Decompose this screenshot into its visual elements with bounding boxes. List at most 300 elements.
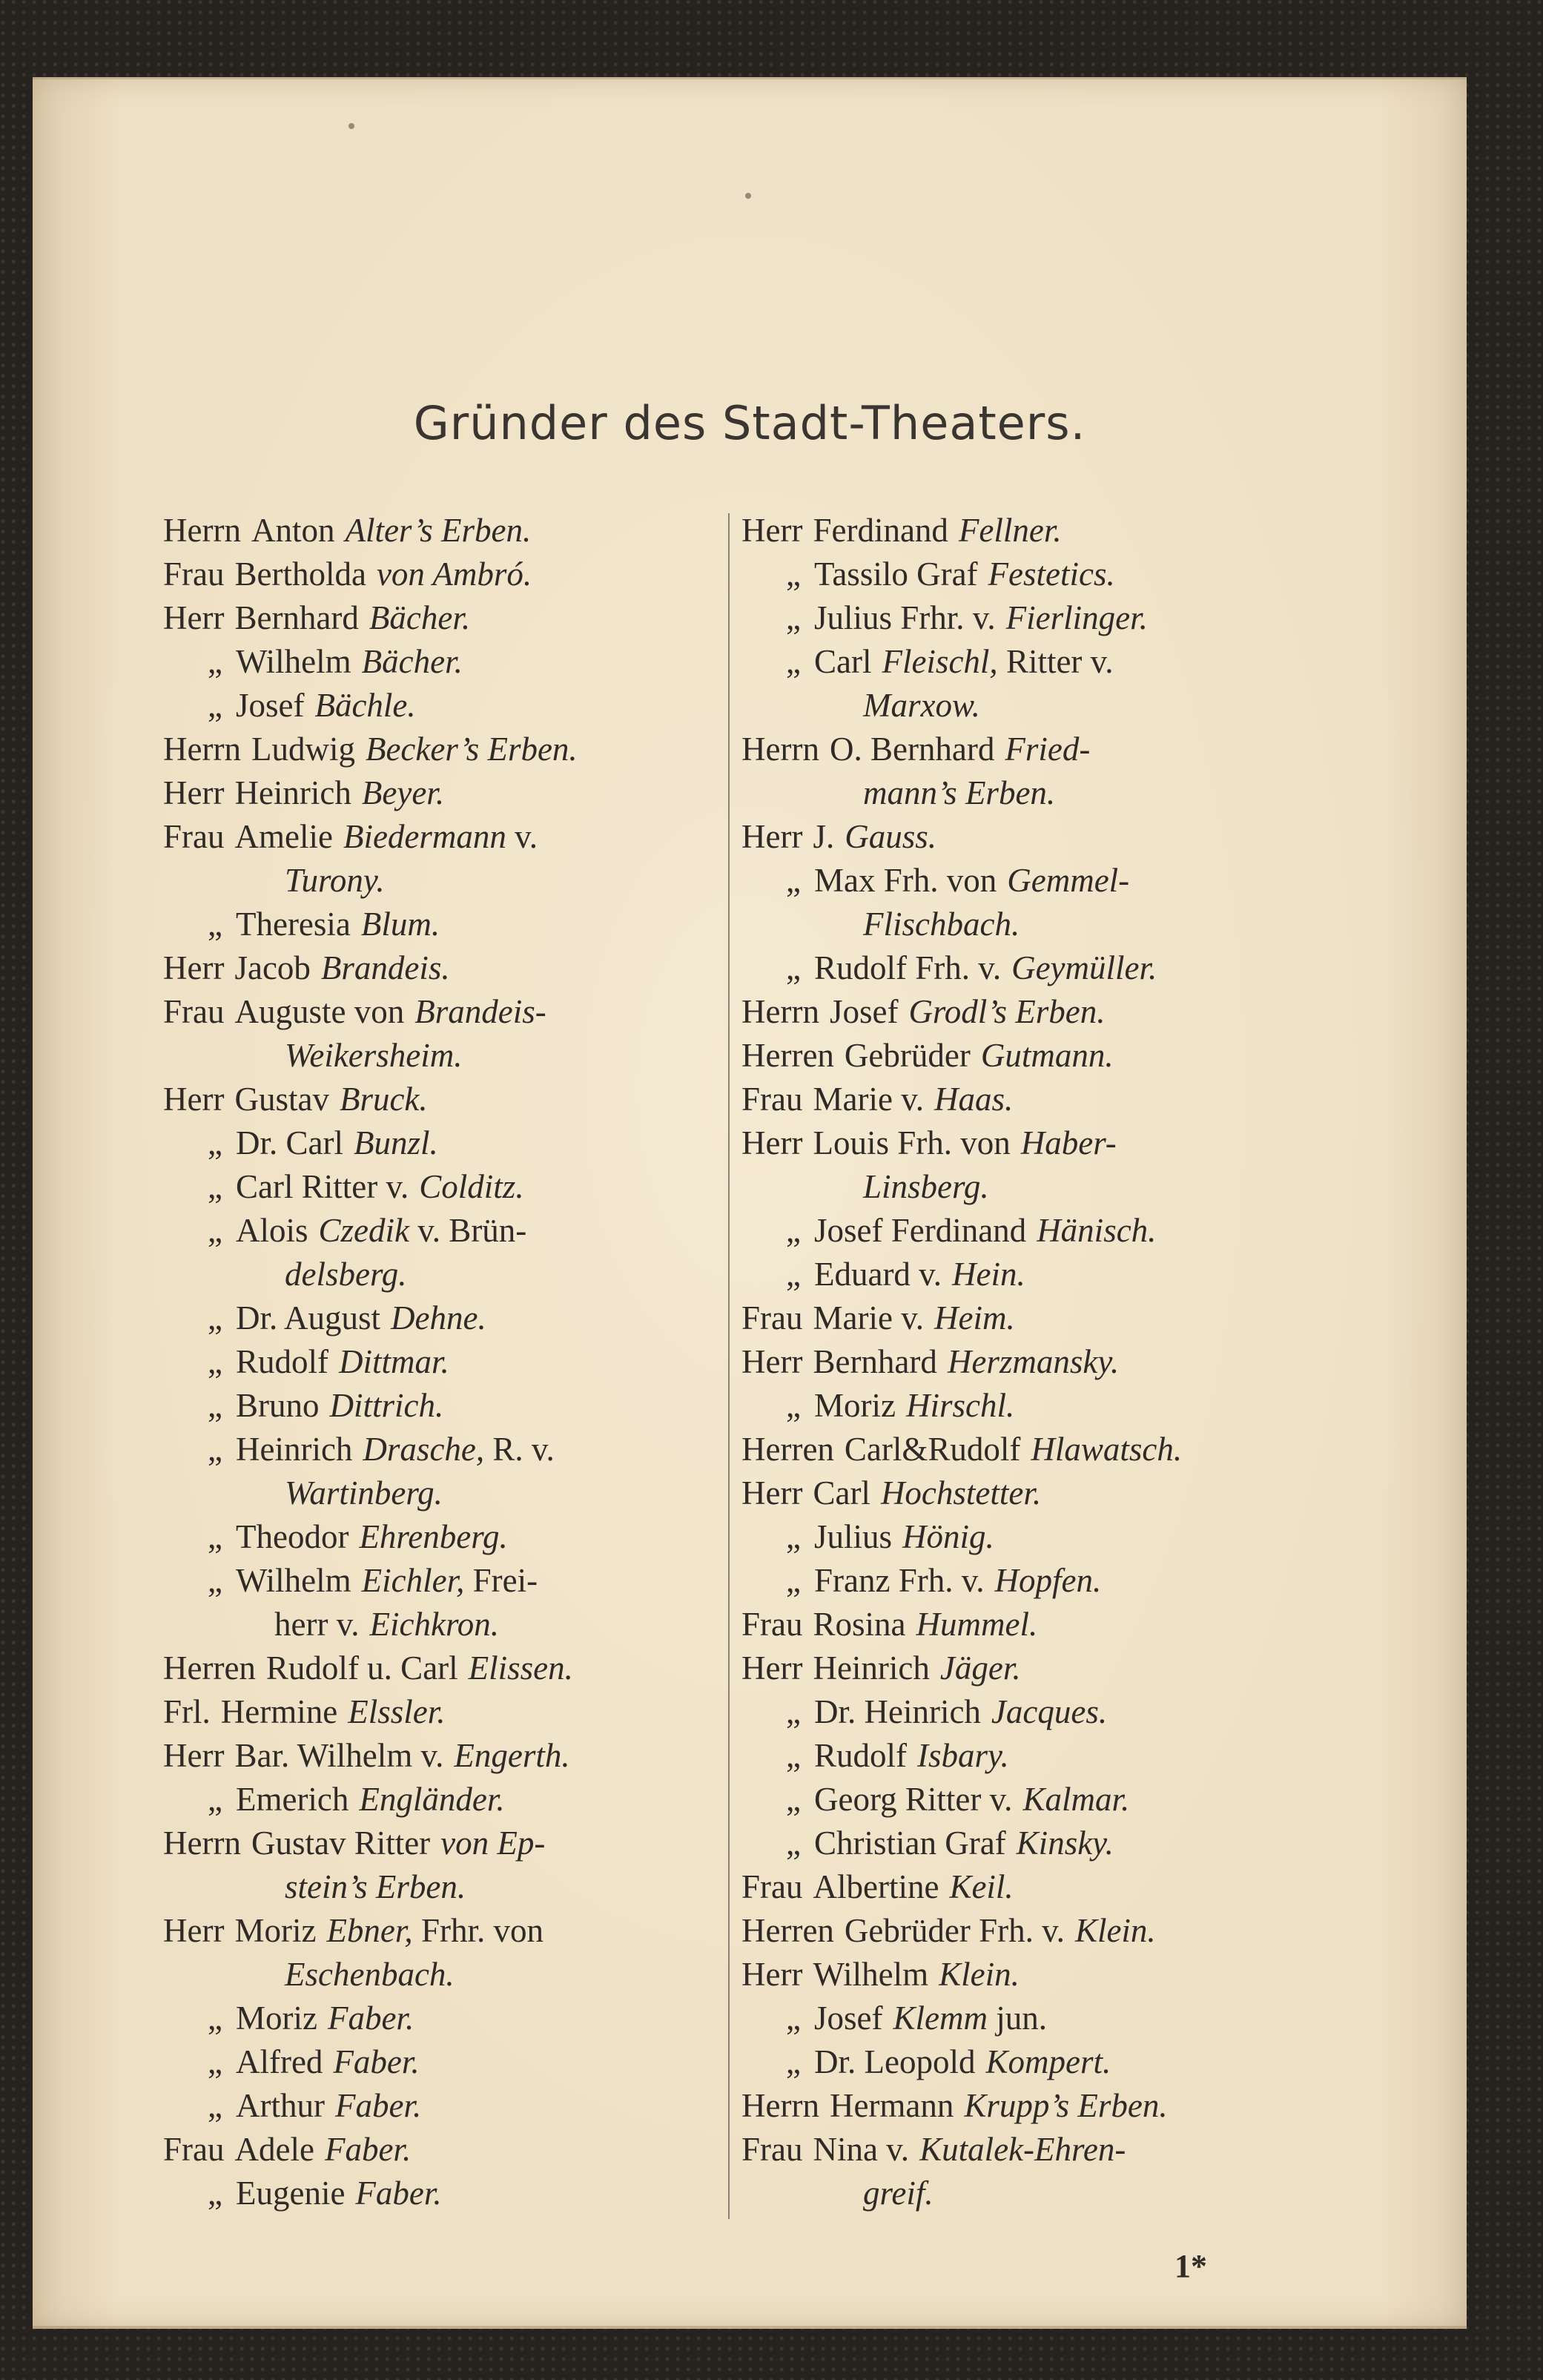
founder-title: „ xyxy=(208,1299,222,1336)
founder-surname: Gemmel- xyxy=(1007,862,1130,899)
founder-name: O. Bernhard xyxy=(829,731,995,768)
founder-surname: Krupp’s Erben. xyxy=(964,2087,1168,2124)
founder-name: Heinrich xyxy=(235,1431,353,1468)
founder-surname: Faber. xyxy=(334,2087,422,2124)
founder-surname: Brandeis. xyxy=(320,949,450,986)
founder-title: Herren xyxy=(741,1912,834,1949)
founder-entry xyxy=(163,1734,749,1778)
founder-name: Amelie xyxy=(234,818,333,855)
founder-name: Dr. August xyxy=(235,1299,381,1336)
founder-name: Moriz xyxy=(813,1387,896,1424)
founder-name: Dr. Leopold xyxy=(813,2043,976,2080)
founder-entry xyxy=(163,684,749,728)
founder-name: Albertine xyxy=(813,1868,939,1905)
founder-title: Herr xyxy=(741,512,803,549)
founder-entry xyxy=(741,2040,1335,2084)
founder-surname: Heim. xyxy=(934,1299,1015,1336)
founder-title: „ xyxy=(786,1737,801,1774)
founder-name: Josef xyxy=(235,687,305,724)
founder-surname: Turony. xyxy=(285,862,385,899)
founder-title: „ xyxy=(786,2043,801,2080)
founder-surname: mann’s Erben. xyxy=(863,774,1056,811)
founder-tail: jun. xyxy=(996,2000,1047,2037)
founder-surname: Hirschl. xyxy=(905,1387,1015,1424)
founder-surname: Keil. xyxy=(949,1868,1014,1905)
founder-title: „ xyxy=(786,1781,801,1818)
founder-title: „ xyxy=(208,1431,222,1468)
founder-entry xyxy=(163,1909,749,1953)
founder-name: Bruno xyxy=(235,1387,320,1424)
founder-entry xyxy=(163,2040,749,2084)
founder-title: „ xyxy=(786,1212,801,1249)
founder-entry xyxy=(741,1690,1335,1734)
founder-entry xyxy=(163,1253,749,1296)
founder-surname: Ebner, xyxy=(326,1912,413,1949)
founder-surname: Faber. xyxy=(355,2175,442,2212)
founder-name: Nina v. xyxy=(813,2131,910,2168)
founder-surname: Faber. xyxy=(333,2043,420,2080)
book-page xyxy=(33,77,1467,2329)
founder-name: Theresia xyxy=(235,906,351,943)
founder-surname: Hopfen. xyxy=(994,1562,1102,1599)
founder-surname: Colditz. xyxy=(419,1168,524,1205)
founder-entry xyxy=(163,1953,749,1997)
founder-name: Josef Ferdinand xyxy=(813,1212,1027,1249)
founder-title: „ xyxy=(208,2175,222,2212)
founder-title: „ xyxy=(786,599,801,636)
founder-entry xyxy=(163,728,749,771)
founder-surname: Hänisch. xyxy=(1037,1212,1157,1249)
founder-tail: v. xyxy=(515,818,538,855)
founder-surname: Engerth. xyxy=(454,1737,570,1774)
founder-name: herr v. xyxy=(274,1606,360,1643)
founder-tail: R. v. xyxy=(492,1431,555,1468)
founder-surname: stein’s Erben. xyxy=(285,1868,466,1905)
founder-name: Franz Frh. v. xyxy=(813,1562,985,1599)
founder-surname: Weikersheim. xyxy=(285,1037,463,1074)
founder-surname: Hönig. xyxy=(902,1518,994,1555)
founder-name: Julius xyxy=(813,1518,893,1555)
founder-entry xyxy=(163,1296,749,1340)
founder-entry xyxy=(741,1734,1335,1778)
founder-entry xyxy=(741,946,1335,990)
founder-title: „ xyxy=(786,556,801,593)
founder-surname: Haas. xyxy=(934,1081,1014,1118)
founder-surname: Dittrich. xyxy=(329,1387,444,1424)
founder-name: Marie v. xyxy=(813,1299,925,1336)
founder-surname: Isbary. xyxy=(917,1737,1009,1774)
founder-surname: Bächer. xyxy=(361,643,463,680)
founder-title: Herr xyxy=(163,774,225,811)
founder-entry xyxy=(741,553,1335,596)
founder-entry xyxy=(163,1034,749,1078)
founder-entry xyxy=(741,1515,1335,1559)
founder-name: Arthur xyxy=(235,2087,325,2124)
founder-surname: Herzmansky. xyxy=(947,1343,1120,1380)
founder-title: „ xyxy=(786,1824,801,1862)
founder-name: Rudolf u. Carl xyxy=(265,1649,458,1687)
founder-entry xyxy=(741,990,1335,1034)
founder-title: Herr xyxy=(741,1474,803,1512)
founder-name: Julius Frhr. v. xyxy=(813,599,996,636)
founder-title: „ xyxy=(786,643,801,680)
founder-surname: Eichler, xyxy=(361,1562,465,1599)
founder-title: „ xyxy=(208,1212,222,1249)
founder-name: Bertholda xyxy=(234,556,366,593)
founder-entry xyxy=(741,1078,1335,1121)
founder-name: Wilhelm xyxy=(235,1562,351,1599)
founder-title: „ xyxy=(786,1518,801,1555)
founder-title: Herr xyxy=(163,1081,225,1118)
founder-name: Bernhard xyxy=(234,599,359,636)
founder-surname: Ehrenberg. xyxy=(359,1518,508,1555)
founder-surname: delsberg. xyxy=(285,1256,407,1293)
founder-title: „ xyxy=(208,687,222,724)
founder-entry xyxy=(741,1121,1335,1165)
founder-surname: Dittmar. xyxy=(339,1343,449,1380)
founder-entry xyxy=(163,1078,749,1121)
founder-entry xyxy=(741,1165,1335,1209)
founder-entry xyxy=(163,1778,749,1822)
founder-entry xyxy=(741,1296,1335,1340)
founder-surname: Dehne. xyxy=(391,1299,486,1336)
founder-surname: Jäger. xyxy=(939,1649,1021,1687)
founders-list-left xyxy=(163,509,749,2215)
founder-name: Christian Graf xyxy=(813,1824,1006,1862)
founder-title: Frau xyxy=(741,1299,803,1336)
founder-surname: Geymüller. xyxy=(1011,949,1157,986)
founder-surname: Kutalek-Ehren- xyxy=(919,2131,1126,2168)
founder-title: Frau xyxy=(163,818,225,855)
founder-name: Auguste von xyxy=(234,993,405,1030)
founder-title: „ xyxy=(786,949,801,986)
founder-surname: Kompert. xyxy=(985,2043,1111,2080)
founder-entry xyxy=(741,2172,1335,2215)
founder-name: Rudolf Frh. v. xyxy=(813,949,1002,986)
founder-title: Herren xyxy=(741,1037,834,1074)
founder-entry xyxy=(741,684,1335,728)
founder-surname: Engländer. xyxy=(359,1781,505,1818)
founder-entry xyxy=(163,1121,749,1165)
founder-surname: Grodl’s Erben. xyxy=(908,993,1106,1030)
founder-surname: Wartinberg. xyxy=(285,1474,443,1512)
founder-surname: Elssler. xyxy=(348,1693,446,1730)
founder-title: „ xyxy=(786,1693,801,1730)
founder-name: Eugenie xyxy=(235,2175,346,2212)
founder-surname: Elissen. xyxy=(468,1649,573,1687)
founder-title: Herr xyxy=(163,1912,225,1949)
founder-entry xyxy=(163,990,749,1034)
founder-title: „ xyxy=(208,1562,222,1599)
founder-name: Jacob xyxy=(234,949,311,986)
founder-title: „ xyxy=(786,1256,801,1293)
founder-name: Bar. Wilhelm v. xyxy=(234,1737,444,1774)
founder-name: Alfred xyxy=(235,2043,323,2080)
founder-surname: von Ambró. xyxy=(376,556,532,593)
founder-title: Herr xyxy=(741,1124,803,1161)
founder-entry xyxy=(163,859,749,903)
founder-surname: Jacques. xyxy=(991,1693,1108,1730)
founder-surname: Fried- xyxy=(1005,731,1091,768)
founder-title: Frau xyxy=(741,1081,803,1118)
founder-entry xyxy=(163,1209,749,1253)
founder-name: J. xyxy=(813,818,835,855)
founder-surname: Klein. xyxy=(939,1956,1020,1993)
founder-name: Max Frh. von xyxy=(813,862,997,899)
founder-entry xyxy=(741,859,1335,903)
founder-entry xyxy=(741,1778,1335,1822)
founder-title: „ xyxy=(208,1518,222,1555)
founder-title: Herr xyxy=(741,818,803,855)
founder-name: Gustav Ritter xyxy=(251,1824,431,1862)
founder-title: Frau xyxy=(741,1606,803,1643)
founder-name: Rudolf xyxy=(235,1343,328,1380)
founder-name: Wilhelm xyxy=(813,1956,929,1993)
founder-surname: Eschenbach. xyxy=(285,1956,455,1993)
founder-tail: v. Brün- xyxy=(417,1212,527,1249)
founder-entry xyxy=(163,1822,749,1865)
founder-title: Herren xyxy=(163,1649,256,1687)
founder-entry xyxy=(163,509,749,553)
founder-entry xyxy=(741,728,1335,771)
founder-title: „ xyxy=(208,1124,222,1161)
founder-title: „ xyxy=(208,1387,222,1424)
founder-title: Herrn xyxy=(741,2087,819,2124)
founder-entry xyxy=(741,1471,1335,1515)
founder-title: „ xyxy=(786,862,801,899)
founder-surname: Hochstetter. xyxy=(880,1474,1042,1512)
founder-entry xyxy=(163,640,749,684)
founder-title: „ xyxy=(208,1343,222,1380)
founder-name: Dr. Heinrich xyxy=(813,1693,981,1730)
founder-surname: Festetics. xyxy=(988,556,1115,593)
founder-entry xyxy=(741,2128,1335,2172)
founder-name: Rudolf xyxy=(813,1737,907,1774)
founder-entry xyxy=(163,1340,749,1384)
founder-entry xyxy=(741,1822,1335,1865)
founder-entry xyxy=(741,2084,1335,2128)
founder-title: Herrn xyxy=(741,731,819,768)
founder-name: Rosina xyxy=(813,1606,906,1643)
founder-entry xyxy=(163,815,749,859)
founder-entry xyxy=(741,1865,1335,1909)
founder-entry xyxy=(163,1559,749,1603)
founder-entry xyxy=(741,1034,1335,1078)
founder-entry xyxy=(163,1165,749,1209)
founder-entry xyxy=(741,596,1335,640)
founder-surname: Brandeis- xyxy=(414,993,546,1030)
founder-name: Moriz xyxy=(234,1912,317,1949)
founder-surname: Blum. xyxy=(360,906,440,943)
founder-surname: Hummel. xyxy=(916,1606,1038,1643)
founder-name: Carl xyxy=(813,1474,870,1512)
founder-name: Hermine xyxy=(220,1693,338,1730)
founder-entry xyxy=(163,1384,749,1428)
founder-surname: Biedermann xyxy=(343,818,506,855)
founder-title: „ xyxy=(208,1781,222,1818)
founder-surname: Kinsky. xyxy=(1016,1824,1114,1862)
founder-title: Frau xyxy=(163,993,225,1030)
founder-surname: Becker’s Erben. xyxy=(365,731,578,768)
founder-entry xyxy=(163,1997,749,2040)
founder-surname: Alter’s Erben. xyxy=(345,512,532,549)
founder-surname: Hein. xyxy=(952,1256,1025,1293)
founder-title: „ xyxy=(208,2000,222,2037)
founder-name: Eduard v. xyxy=(813,1256,942,1293)
founder-name: Tassilo Graf xyxy=(813,556,978,593)
founder-name: Louis Frh. von xyxy=(813,1124,1011,1161)
founder-name: Georg Ritter v. xyxy=(813,1781,1013,1818)
founder-entry xyxy=(163,1646,749,1690)
founder-name: Ferdinand xyxy=(813,512,948,549)
founder-name: Josef xyxy=(813,2000,883,2037)
founder-entry xyxy=(741,1646,1335,1690)
founder-title: Herrn xyxy=(163,731,241,768)
page-title: Gründer des Stadt-Theaters. xyxy=(413,396,1086,450)
founder-entry xyxy=(163,1690,749,1734)
founder-title: Herrn xyxy=(163,512,241,549)
founders-list-right xyxy=(741,509,1335,2215)
founder-tail: Frei- xyxy=(472,1562,538,1599)
founder-entry xyxy=(741,771,1335,815)
founder-entry xyxy=(163,903,749,946)
founder-surname: Drasche, xyxy=(363,1431,485,1468)
founder-title: „ xyxy=(786,1562,801,1599)
founder-entry xyxy=(741,903,1335,946)
founder-surname: Hlawatsch. xyxy=(1031,1431,1183,1468)
founder-entry xyxy=(163,596,749,640)
founder-name: Anton xyxy=(251,512,335,549)
founder-entry xyxy=(163,1603,749,1646)
founder-name: Gebrüder xyxy=(844,1037,971,1074)
founder-entry xyxy=(741,1603,1335,1646)
founder-title: „ xyxy=(208,643,222,680)
founder-title: Herr xyxy=(163,599,225,636)
founder-entry xyxy=(741,1559,1335,1603)
founder-surname: von Ep- xyxy=(440,1824,546,1862)
founder-entry xyxy=(741,1340,1335,1384)
founder-title: Herrn xyxy=(163,1824,241,1862)
founder-entry xyxy=(163,2128,749,2172)
founder-surname: Kalmar. xyxy=(1022,1781,1130,1818)
founder-title: Herr xyxy=(163,1737,225,1774)
founder-entry xyxy=(741,1997,1335,2040)
founder-surname: Faber. xyxy=(327,2000,414,2037)
founder-surname: Linsberg. xyxy=(863,1168,989,1205)
founder-name: Heinrich xyxy=(234,774,351,811)
founder-name: Ludwig xyxy=(251,731,355,768)
founder-surname: Fierlinger. xyxy=(1005,599,1148,636)
founder-title: Herr xyxy=(741,1343,803,1380)
founder-surname: greif. xyxy=(863,2175,934,2212)
founder-surname: Fleischl, xyxy=(882,643,998,680)
founder-entry xyxy=(741,1909,1335,1953)
founder-surname: Gauss. xyxy=(845,818,936,855)
founder-name: Adele xyxy=(234,2131,314,2168)
founder-name: Carl&Rudolf xyxy=(844,1431,1021,1468)
founder-entry xyxy=(741,1209,1335,1253)
founder-entry xyxy=(163,946,749,990)
founder-name: Carl Ritter v. xyxy=(235,1168,409,1205)
founder-tail: Ritter v. xyxy=(1005,643,1114,680)
founder-surname: Flischbach. xyxy=(863,906,1020,943)
founder-entry xyxy=(741,1253,1335,1296)
founder-entry xyxy=(741,509,1335,553)
founder-surname: Fellner. xyxy=(958,512,1062,549)
founder-surname: Klein. xyxy=(1074,1912,1156,1949)
founder-name: Marie v. xyxy=(813,1081,925,1118)
founder-name: Hermann xyxy=(829,2087,954,2124)
founder-surname: Marxow. xyxy=(863,687,980,724)
founder-entry xyxy=(741,1953,1335,1997)
founder-title: „ xyxy=(208,1168,222,1205)
founder-surname: Klemm xyxy=(893,2000,988,2037)
founder-surname: Haber- xyxy=(1020,1124,1117,1161)
founder-title: „ xyxy=(786,2000,801,2037)
founder-entry xyxy=(741,640,1335,684)
founder-name: Bernhard xyxy=(813,1343,937,1380)
founder-title: Frl. xyxy=(163,1693,211,1730)
founder-entry xyxy=(163,771,749,815)
founder-surname: Faber. xyxy=(324,2131,412,2168)
founder-name: Carl xyxy=(813,643,872,680)
founder-surname: Eichkron. xyxy=(369,1606,500,1643)
page-number: 1* xyxy=(1174,2248,1207,2284)
founder-surname: Czedik xyxy=(318,1212,409,1249)
founder-name: Josef xyxy=(829,993,899,1030)
founder-surname: Bunzl. xyxy=(353,1124,438,1161)
founder-title: Herr xyxy=(741,1956,803,1993)
founder-name: Alois xyxy=(235,1212,308,1249)
founder-entry xyxy=(741,815,1335,859)
founder-title: Frau xyxy=(163,2131,225,2168)
founder-title: „ xyxy=(208,2087,222,2124)
founder-entry xyxy=(741,1428,1335,1471)
founder-title: Herren xyxy=(741,1431,834,1468)
founder-surname: Bruck. xyxy=(339,1081,428,1118)
founder-name: Emerich xyxy=(235,1781,349,1818)
founder-entry xyxy=(163,1515,749,1559)
founder-entry xyxy=(163,2172,749,2215)
founder-surname: Beyer. xyxy=(361,774,445,811)
founder-name: Heinrich xyxy=(813,1649,930,1687)
founder-title: Frau xyxy=(741,2131,803,2168)
founder-name: Theodor xyxy=(235,1518,349,1555)
founder-surname: Bächle. xyxy=(314,687,416,724)
founder-entry xyxy=(741,1384,1335,1428)
founder-entry xyxy=(163,553,749,596)
founder-entry xyxy=(163,1471,749,1515)
founder-entry xyxy=(163,2084,749,2128)
founder-title: „ xyxy=(786,1387,801,1424)
founder-entry xyxy=(163,1428,749,1471)
founder-entry xyxy=(163,1865,749,1909)
founder-name: Gebrüder Frh. v. xyxy=(844,1912,1065,1949)
founder-surname: Gutmann. xyxy=(980,1037,1114,1074)
founder-title: „ xyxy=(208,2043,222,2080)
founder-title: Frau xyxy=(163,556,225,593)
founder-title: Herr xyxy=(741,1649,803,1687)
founder-title: Frau xyxy=(741,1868,803,1905)
founder-name: Gustav xyxy=(234,1081,329,1118)
founder-title: „ xyxy=(208,906,222,943)
founder-tail: Frhr. von xyxy=(420,1912,543,1949)
founder-title: Herrn xyxy=(741,993,819,1030)
founder-name: Dr. Carl xyxy=(235,1124,343,1161)
founder-title: Herr xyxy=(163,949,225,986)
founder-surname: Bächer. xyxy=(369,599,471,636)
founder-name: Wilhelm xyxy=(235,643,351,680)
